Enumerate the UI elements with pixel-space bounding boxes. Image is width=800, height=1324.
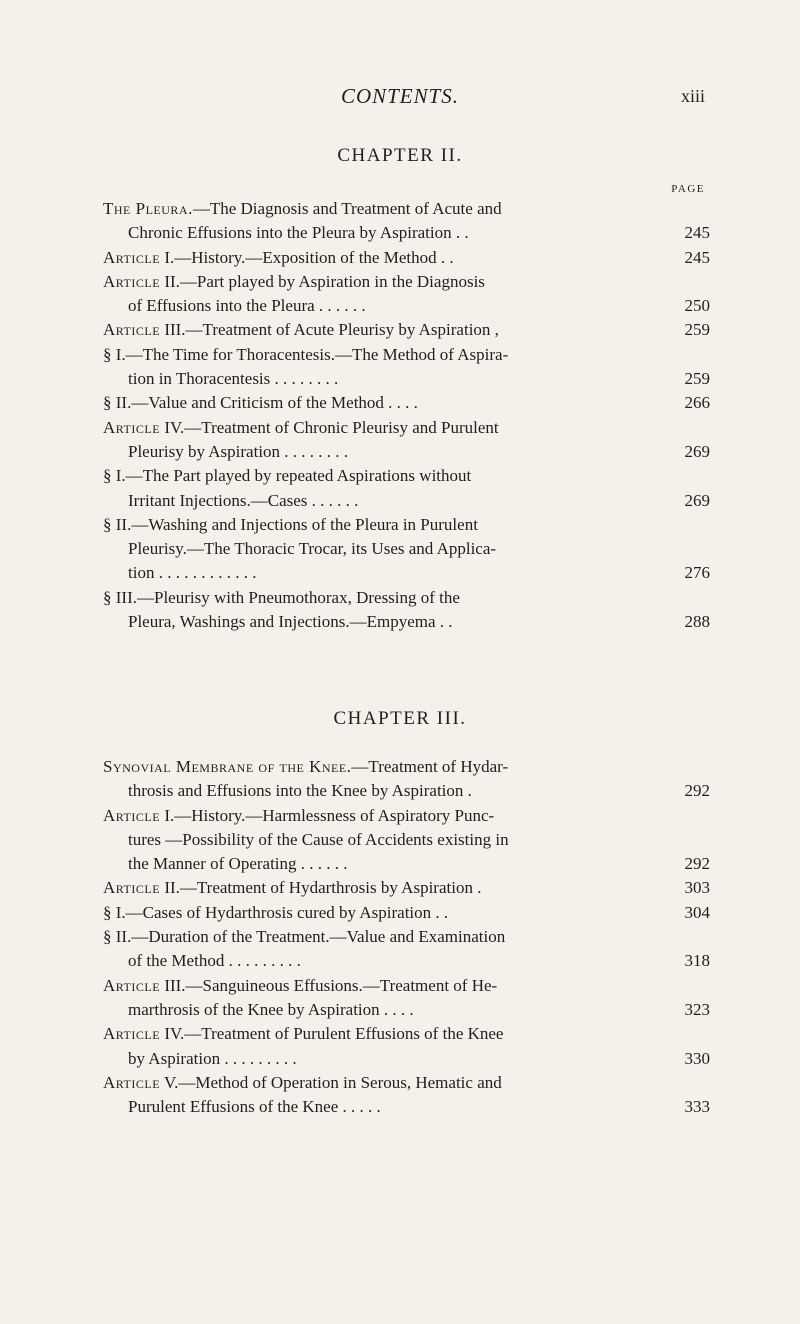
toc-entry: [103, 416, 710, 465]
toc-entry: [103, 925, 710, 974]
toc-entry-page: 333: [684, 1097, 710, 1117]
toc-entry-line: [103, 197, 710, 221]
toc-entry: [103, 343, 710, 392]
chapter-heading: CHAPTER III.: [333, 708, 467, 729]
toc-entry-text: I.—History.—Exposition of the Method . .: [160, 247, 454, 267]
toc-entry-text: Chronic Effusions into the Pleura by Aspiration . .: [128, 223, 469, 243]
toc-entry-lead: Article: [103, 878, 161, 898]
toc-entry-text: —The Diagnosis and Treatment of Acute and: [192, 199, 502, 218]
toc-entry-page: 288: [684, 612, 710, 632]
toc-entry-line: [103, 925, 710, 949]
toc-entry-text: III.—Sanguineous Effusions.—Treatment of He-: [160, 975, 498, 995]
toc-entry-line: [103, 1047, 710, 1071]
toc-entry-line: [103, 367, 710, 391]
toc-entry: [103, 197, 710, 246]
toc-entry-line: [103, 416, 710, 440]
toc-entry-line: [103, 246, 710, 270]
toc-entry-lead: The Pleura.: [103, 199, 193, 218]
toc-entry-line: [103, 464, 710, 488]
toc-entry-page: 292: [684, 781, 710, 801]
toc-entry-text: § II.—Value and Criticism of the Method . . . .: [103, 393, 418, 413]
toc-entry-line: [103, 901, 710, 925]
toc-entry-line: [103, 974, 710, 998]
toc-entry: [103, 270, 710, 319]
toc-entry-line: [103, 779, 710, 803]
toc-entry-page: 318: [684, 951, 710, 971]
toc-entry-text: I.—History.—Harmlessness of Aspiratory Punc-: [160, 805, 495, 825]
toc-entry-text: marthrosis of the Knee by Aspiration . . . .: [128, 999, 414, 1019]
toc-entry-page: 323: [684, 999, 710, 1019]
toc-entry-text: the Manner of Operating . . . . . .: [128, 854, 348, 874]
toc-entry-page: 266: [684, 393, 710, 413]
toc-entry-text: tion . . . . . . . . . . . .: [128, 563, 257, 583]
toc-entry-lead: Article: [103, 1072, 161, 1092]
toc-entry: [103, 1022, 710, 1071]
toc-entry-text: III.—Treatment of Acute Pleurisy by Aspiration ,: [160, 320, 499, 340]
toc-entry-page: 245: [684, 247, 710, 267]
toc-entry-line: [103, 828, 710, 852]
toc-entry-text: Purulent Effusions of the Knee . . . . .: [128, 1097, 381, 1117]
toc-entry-page: 276: [684, 563, 710, 583]
toc-entry-line: [103, 537, 710, 561]
toc-entry-text: Irritant Injections.—Cases . . . . . .: [128, 490, 359, 510]
toc-entry-text: —Treatment of Hydar-: [351, 757, 509, 776]
toc-entry-text: II.—Treatment of Hydarthrosis by Aspiration .: [160, 878, 482, 898]
toc-entry: [103, 1071, 710, 1120]
toc-list-chapter-3: [103, 755, 710, 1119]
toc-entry-page: 330: [684, 1048, 710, 1068]
toc-entry-line: [103, 561, 710, 585]
toc-entry: [103, 974, 710, 1023]
toc-entry: [103, 513, 710, 586]
chapter-heading: CHAPTER II.: [337, 145, 463, 166]
toc-entry-page: 259: [684, 320, 710, 340]
toc-entry-text: Pleurisy by Aspiration . . . . . . . .: [128, 441, 349, 461]
toc-entry: [103, 755, 710, 804]
toc-entry-text: V.—Method of Operation in Serous, Hematic and: [160, 1072, 502, 1092]
toc-entry-line: [103, 318, 710, 342]
toc-entry-text: II.—Part played by Aspiration in the Diagnosis: [160, 271, 485, 291]
toc-entry-page: 269: [684, 490, 710, 510]
toc-entry-text: Pleurisy.—The Thoracic Trocar, its Uses and Applica-: [128, 539, 497, 559]
toc-entry-line: [103, 998, 710, 1022]
toc-entry-line: [103, 294, 710, 318]
toc-entry-line: [103, 610, 710, 634]
toc-entry: [103, 318, 710, 342]
toc-entry-line: [103, 270, 710, 294]
toc-entry-text: § I.—The Time for Thoracentesis.—The Method of Aspira-: [103, 344, 509, 364]
page-column-label: PAGE: [671, 183, 705, 195]
toc-entry-page: 250: [684, 296, 710, 316]
toc-entry-line: [103, 1022, 710, 1046]
toc-entry-text: IV.—Treatment of Chronic Pleurisy and Purulent: [160, 417, 499, 437]
toc-entry: [103, 391, 710, 415]
toc-entry-lead: Article: [103, 271, 161, 291]
toc-entry-text: § II.—Washing and Injections of the Pleura in Purulent: [103, 514, 478, 534]
toc-list-chapter-2: [103, 197, 710, 634]
toc-entry-page: 304: [684, 902, 710, 922]
toc-entry-line: [103, 343, 710, 367]
running-title: CONTENTS.: [340, 84, 460, 108]
toc-entry-line: [103, 440, 710, 464]
toc-entry-text: § I.—Cases of Hydarthrosis cured by Aspiration . .: [103, 902, 449, 922]
toc-entry-line: [103, 949, 710, 973]
toc-entry: [103, 464, 710, 513]
running-head: [0, 84, 800, 110]
toc-entry-text: tures —Possibility of the Cause of Accidents existing in: [128, 829, 509, 849]
toc-entry: [103, 586, 710, 635]
toc-entry-text: § II.—Duration of the Treatment.—Value and Examination: [103, 927, 506, 947]
page-number: xiii: [680, 86, 705, 106]
toc-entry-lead: Article: [103, 320, 161, 340]
toc-entry-page: 292: [684, 854, 710, 874]
toc-entry: [103, 901, 710, 925]
toc-entry-text: by Aspiration . . . . . . . . .: [128, 1048, 297, 1068]
toc-entry-text: § I.—The Part played by repeated Aspirations without: [103, 466, 472, 486]
toc-entry-page: 259: [684, 369, 710, 389]
toc-entry-line: [103, 586, 710, 610]
toc-entry-lead: Article: [103, 975, 161, 995]
toc-entry-line: [103, 755, 710, 779]
toc-entry-line: [103, 852, 710, 876]
toc-entry-page: 245: [684, 223, 710, 243]
toc-entry-lead: Article: [103, 805, 161, 825]
toc-entry-line: [103, 391, 710, 415]
toc-entry: [103, 246, 710, 270]
toc-entry-text: Pleura, Washings and Injections.—Empyema . .: [128, 612, 453, 632]
toc-entry-text: tion in Thoracentesis . . . . . . . .: [128, 369, 339, 389]
toc-entry-line: [103, 513, 710, 537]
toc-entry-lead: Article: [103, 1024, 161, 1044]
toc-entry-lead: Article: [103, 247, 161, 267]
toc-entry-line: [103, 876, 710, 900]
toc-entry-text: IV.—Treatment of Purulent Effusions of the Knee: [160, 1024, 504, 1044]
toc-entry-page: 303: [684, 878, 710, 898]
toc-entry-line: [103, 489, 710, 513]
toc-entry-line: [103, 221, 710, 245]
toc-entry-line: [103, 1071, 710, 1095]
toc-entry-line: [103, 1095, 710, 1119]
toc-entry-text: of Effusions into the Pleura . . . . . .: [128, 296, 366, 316]
toc-entry-text: throsis and Effusions into the Knee by Aspiration .: [128, 781, 472, 801]
toc-entry-lead: Synovial Membrane of the Knee.: [103, 757, 352, 776]
toc-entry: [103, 804, 710, 877]
toc-entry-page: 269: [684, 441, 710, 461]
toc-entry-text: of the Method . . . . . . . . .: [128, 951, 301, 971]
toc-entry-text: § III.—Pleurisy with Pneumothorax, Dressing of the: [103, 587, 460, 607]
toc-entry: [103, 876, 710, 900]
toc-entry-lead: Article: [103, 417, 161, 437]
toc-entry-line: [103, 804, 710, 828]
